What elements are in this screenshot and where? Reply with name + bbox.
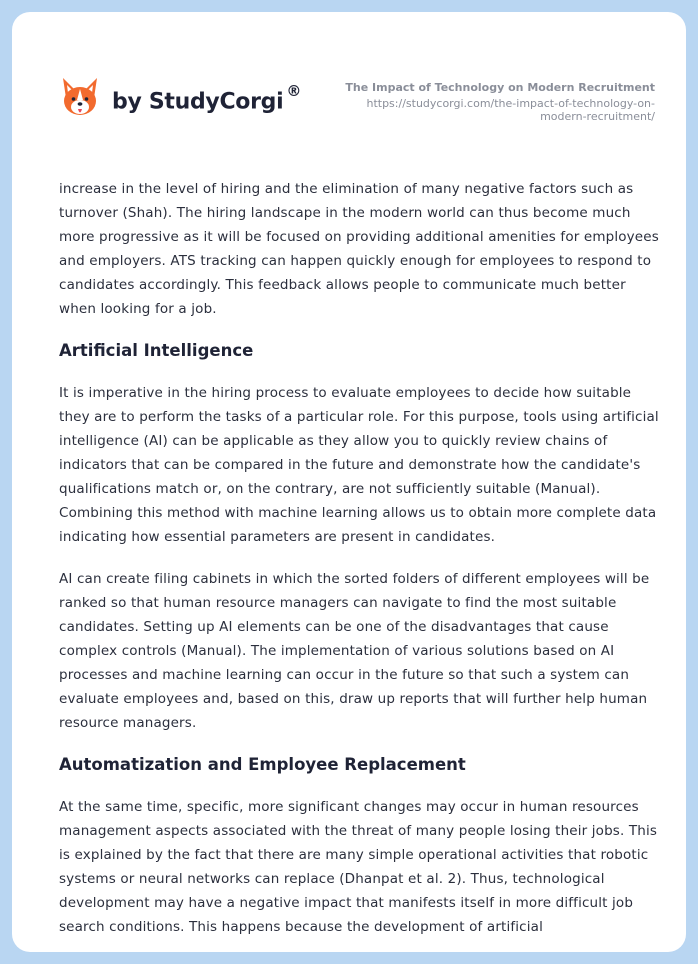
studycorgi-logo[interactable]: [60, 76, 301, 120]
page-header: [12, 12, 686, 162]
section-heading-ai: Artificial Intelligence: [59, 341, 254, 360]
paragraph: It is imperative in the hiring process to evaluate employees to decide how suitable they are to perform the tasks of a particular role. For this purpose, tools using artificial intelligence (AI) can be applicable as they allow you to quickly review chains of indicators that can be compared in the future and demonstrate how the candidate's qualifications match or, on the contrary, are not sufficiently suitable (Manual). Combining this method with machine learning allows us to obtain more complete data indicating how essential parameters are present in candidates.: [59, 385, 659, 545]
registered-mark: ®: [286, 81, 302, 100]
document-title: The Impact of Technology on Modern Recruitment: [345, 81, 655, 94]
document-url-line2: modern-recruitment/: [540, 110, 655, 123]
document-page: [12, 12, 686, 952]
paragraph: AI can create filing cabinets in which the sorted folders of different employees will be ranked so that human resource managers can navigate to find the most suitable candidates. Setting up AI elements can be one of the disadvantages that cause complex controls (Manual). The implementation of various solutions based on AI processes and machine learning can occur in the future so that such a system can evaluate employees and, based on this, draw up reports that will further help human resource managers.: [59, 571, 650, 731]
document-url[interactable]: [335, 97, 655, 123]
section-heading-automatization: Automatization and Employee Replacement: [59, 755, 466, 774]
document-url-line1: https://studycorgi.com/the-impact-of-technology-on-: [366, 97, 655, 110]
brand-name: by StudyCorgi ®: [112, 81, 302, 115]
corgi-icon: [60, 76, 100, 120]
paragraph: At the same time, specific, more significant changes may occur in human resources management aspects associated with the threat of many people losing their jobs. This is explained by the fact that there are many simple operational activities that robotic systems or neural networks can replace (Dhanpat et al. 2). Thus, technological development may have a negative impact that manifests itself in more difficult job search conditions. This happens because the development of artificial: [59, 799, 658, 935]
document-meta: [335, 80, 655, 123]
paragraph: increase in the level of hiring and the elimination of many negative factors such as turnover (Shah). The hiring landscape in the modern world can thus become much more progressive as it will be focused on providing additional amenities for employees and employers. ATS tracking can happen quickly enough for employees to respond to candidates accordingly. This feedback allows people to communicate much better when looking for a job.: [59, 181, 659, 317]
article-body: [59, 177, 659, 952]
